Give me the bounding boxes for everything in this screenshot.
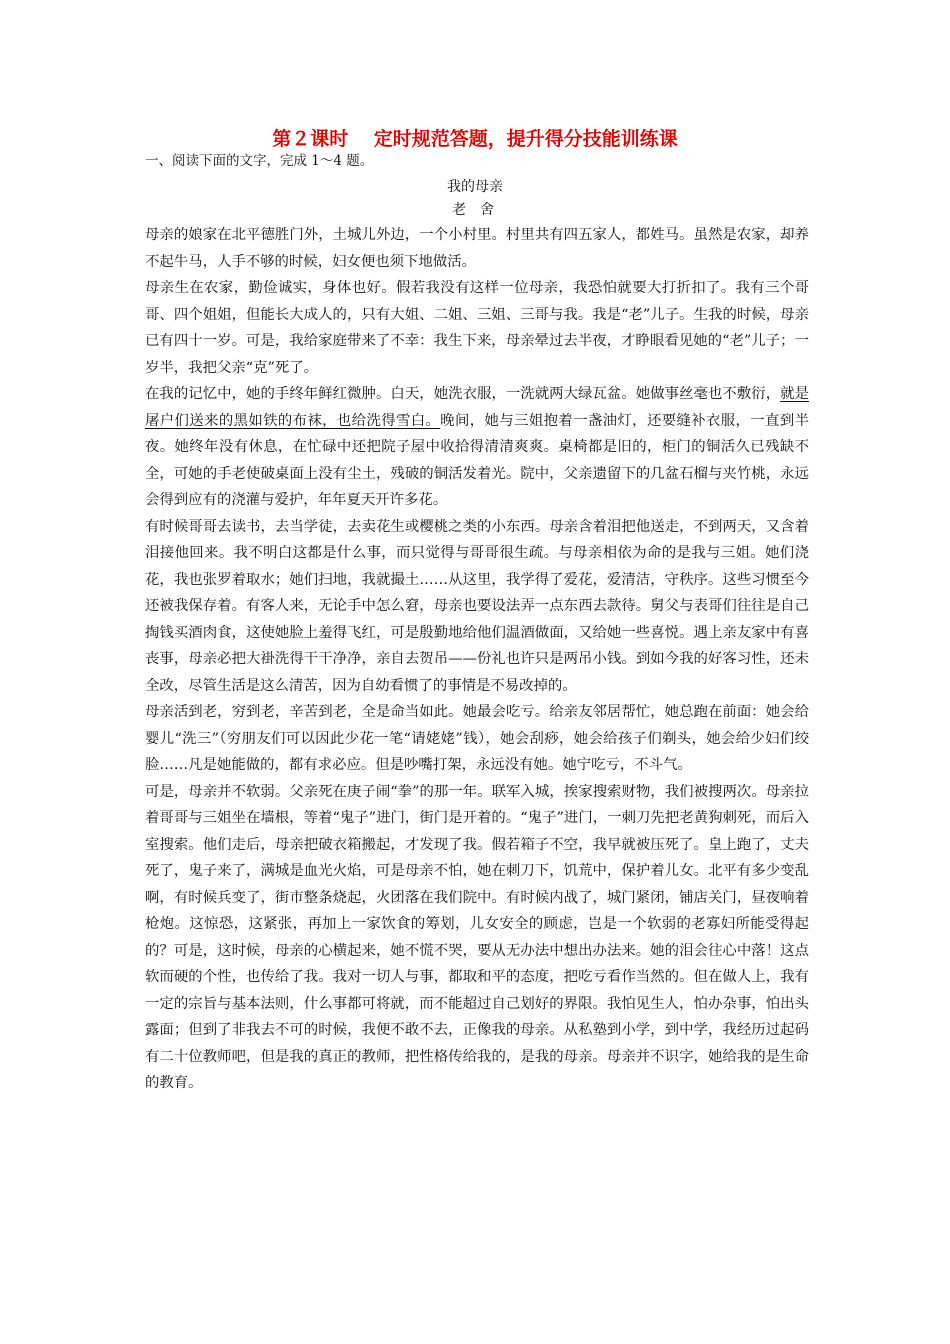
question-instruction: 一、阅读下面的文字，完成 1～4 题。 <box>145 153 374 169</box>
paragraph-4: 有时候哥哥去读书，去当学徒，去卖花生或樱桃之类的小东西。母亲含着泪把他送走，不到两天，又含着泪接他回来。我不明白这都是什么事，而只觉得与哥哥很生疏。与母亲相依为命的是我与三姐。她们浇花，我也张罗着取水；她们扫地，我就撮土……从这里，我学得了爱花，爱清洁，守秩序。这些习惯至今还被我保存着。有客人来，无论手中怎么窘，母亲也要设法弄一点东西去款待。舅父与表哥们往往是自己掏钱买酒肉食，这使她脸上羞得飞红，可是殷勤地给他们温酒做面，又给她一些喜悦。遇上亲友家中有喜丧事，母亲必把大褂洗得干干净净，亲自去贺吊——份礼也许只是两吊小钱。到如今我的好客习性，还未全改，尽管生活是这么清苦，因为自幼看惯了的事情是不易改掉的。 <box>145 518 809 694</box>
paragraph-6: 可是，母亲并不软弱。父亲死在庚子闹“拳”的那一年。联军入城，挨家搜索财物，我们被搜两次。母亲拉着哥哥与三姐坐在墙根，等着“鬼子”进门，街门是开着的。“鬼子”进门，一刺刀先把老黄狗刺死，而后入室搜索。他们走后，母亲把破衣箱搬起，才发现了我。假若箱子不空，我早就被压死了。皇上跑了，丈夫死了，鬼子来了，满城是血光火焰，可是母亲不怕，她在刺刀下，饥荒中，保护着儿女。北平有多少变乱啊，有时候兵变了，街市整条烧起，火团落在我们院中。有时候内战了，城门紧闭，铺店关门，昼夜响着枪炮。这惊恐，这紧张，再加上一家饮食的筹划，儿女安全的顾虑，岂是一个软弱的老寡妇所能受得起的？可是，这时候，母亲的心横起来，她不慌不哭，要从无办法中想出办法来。她的泪会往心中落！这点软而硬的个性，也传给了我。我对一切人与事，都取和平的态度，把吃亏看作当然的。但在做人上，我有一定的宗旨与基本法则，什么事都可将就，而不能超过自己划好的界限。我怕见生人，怕办杂事，怕出头露面；但到了非我去不可的时候，我便不敢不去，正像我的母亲。从私塾到小学，到中学，我经历过起码有二十位教师吧，但是我的真正的教师，把性格传给我的，是我的母亲。母亲并不识字，她给我的是生命的教育。 <box>145 783 809 1091</box>
paragraph-3-after: 晚间，她与三姐抱着一盏油灯，还要缝补衣服，一直到半夜。她终年没有休息，在忙碌中还把院子屋中收拾得清清爽爽。桌椅都是旧的，柜门的铜活久已残缺不全，可她的手老使破桌面上没有尘土，残破的铜活发着光。院中，父亲遗留下的几盆石榴与夹竹桃，永远会得到应有的浇灌与爱护，年年夏天开许多花。 <box>145 412 809 508</box>
passage-body <box>145 222 809 1097</box>
underlined-sentence: 就是屠户们送来的黑如铁的布袜，也给洗得雪白。 <box>145 386 809 429</box>
paragraph-3 <box>145 381 809 514</box>
passage-author: 老舍 <box>452 202 508 218</box>
paragraph-1: 母亲的娘家在北平德胜门外，土城儿外边，一个小村里。村里共有四五家人，都姓马。虽然是农家，却养不起牛马，人手不够的时候，妇女便也须下地做活。 <box>145 227 809 270</box>
lesson-title: 第２课时 定时规范答题，提升得分技能训练课 <box>272 128 678 150</box>
passage-title: 我的母亲 <box>447 179 503 195</box>
paragraph-3-before: 在我的记忆中，她的手终年鲜红微肿。白天，她洗衣服，一洗就两大绿瓦盆。她做事丝毫也不敷衍， <box>145 386 781 402</box>
paragraph-2: 母亲生在农家，勤俭诚实，身体也好。假若我没有这样一位母亲，我恐怕就要大打折扣了。我有三个哥哥、四个姐姐，但能长大成人的，只有大姐、二姐、三姐、三哥与我。我是“老”儿子。生我的时候，母亲已有四十一岁。可是，我给家庭带来了不幸：我生下来，母亲晕过去半夜，才睁眼看见她的“老”儿子；一岁半，我把父亲“克”死了。 <box>145 280 809 376</box>
paragraph-5: 母亲活到老，穷到老，辛苦到老，全是命当如此。她最会吃亏。给亲友邻居帮忙，她总跑在前面：她会给婴儿“洗三”（穷朋友们可以因此少花一笔“请姥姥”钱），她会刮痧，她会给孩子们剃头，她会给少妇们绞脸……凡是她能做的，都有求必应。但是吵嘴打架，永远没有她。她宁吃亏，不斗气。 <box>145 704 809 773</box>
